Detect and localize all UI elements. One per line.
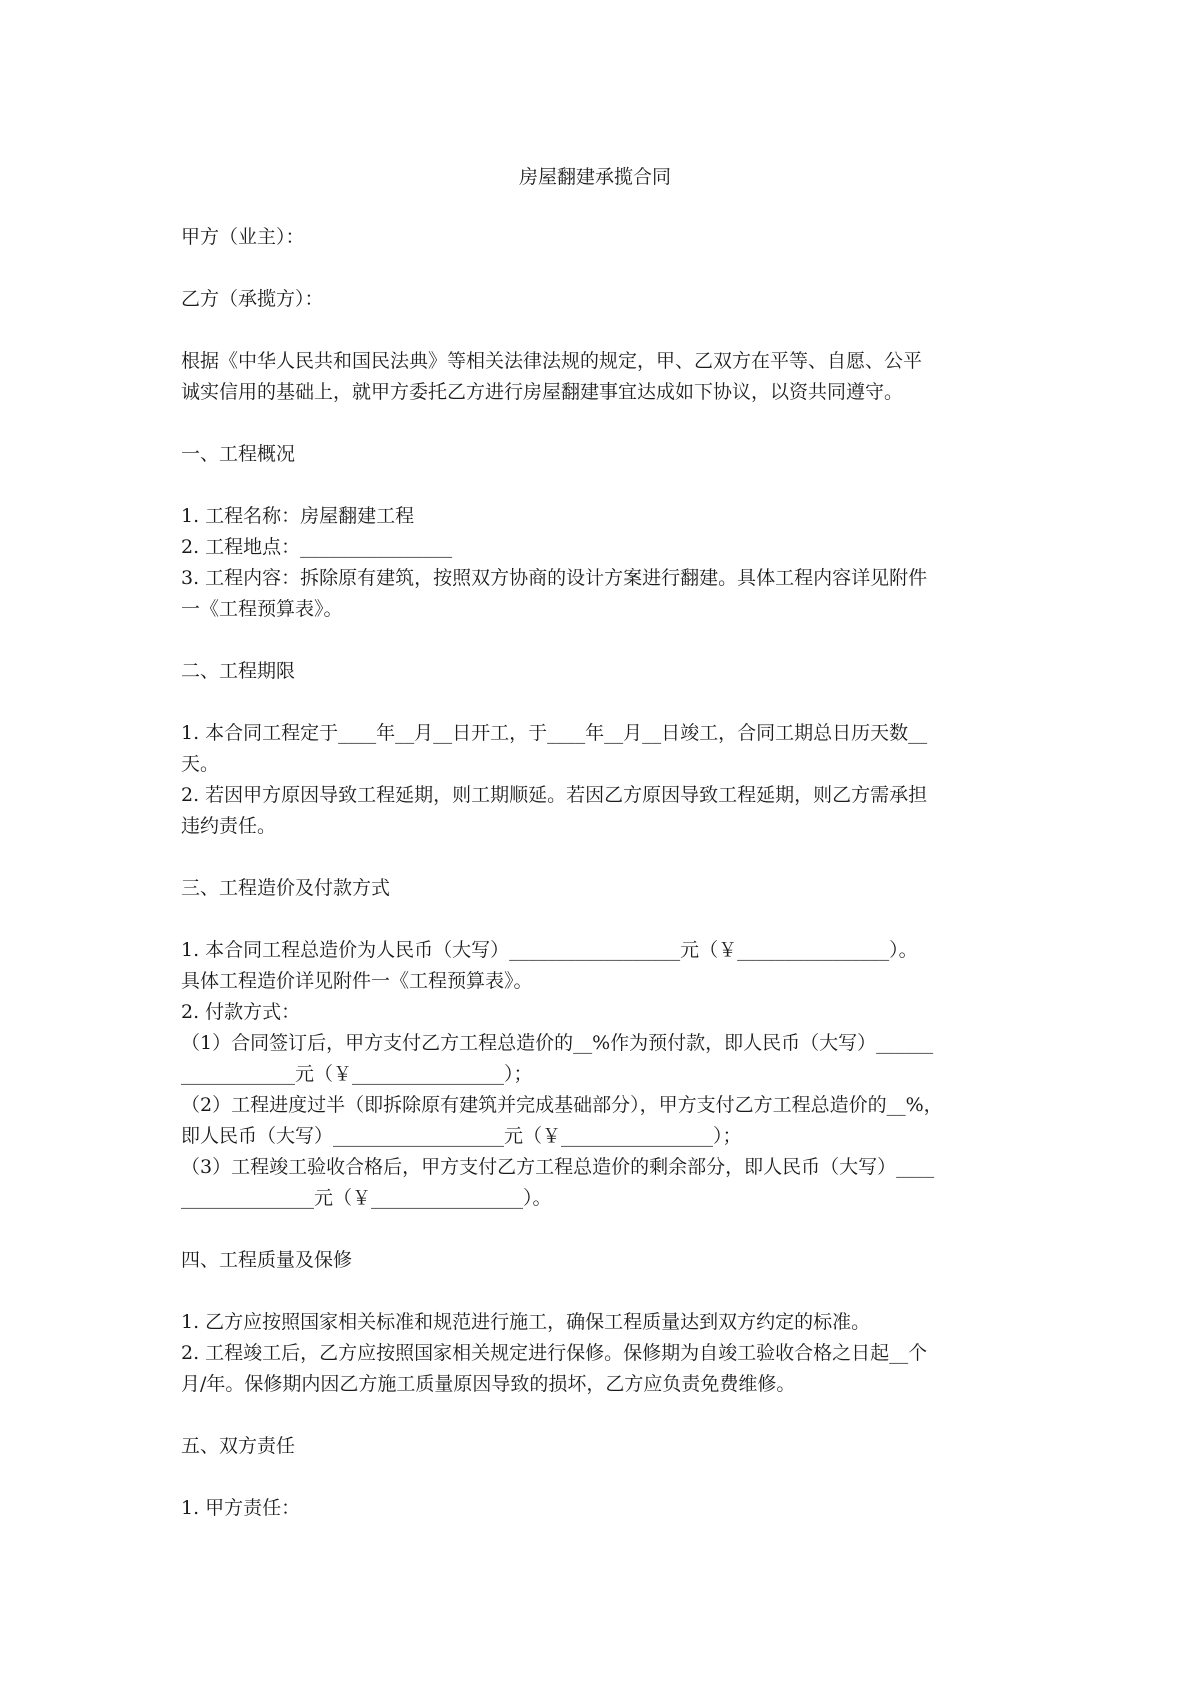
payment-line: ____________元（￥________________）； — [181, 1063, 533, 1085]
clause-line: 违约责任。 — [181, 815, 277, 837]
clause-line: 一《工程预算表》。 — [181, 598, 343, 620]
clause-line: 2. 若因甲方原因导致工程延期，则工期顺延。若因乙方原因导致工程延期，则乙方需承担 — [181, 784, 928, 806]
payment-line: （1）合同签订后，甲方支付乙方工程总造价的__%作为预付款，即人民币（大写）______ — [181, 1032, 934, 1054]
document-body — [181, 222, 1021, 1524]
party-b-line: 乙方（承揽方）： — [181, 288, 324, 310]
clause-line: 1. 甲方责任： — [181, 1497, 301, 1519]
clause-line: 2. 付款方式： — [181, 1001, 301, 1023]
preamble-line: 根据《中华人民共和国民法典》等相关法律法规的规定，甲、乙双方在平等、自愿、公平 — [181, 350, 923, 372]
clause-line: 1. 本合同工程总造价为人民币（大写）__________________元（￥________________）。 — [181, 939, 918, 961]
clause-line: 具体工程造价详见附件一《工程预算表》。 — [181, 970, 533, 992]
section-heading-5: 五、双方责任 — [181, 1435, 296, 1457]
clause-line: 天。 — [181, 753, 220, 775]
payment-line: 即人民币（大写）__________________元（￥________________）； — [181, 1125, 742, 1147]
payment-line: （3）工程竣工验收合格后，甲方支付乙方工程总造价的剩余部分，即人民币（大写）____ — [181, 1156, 935, 1178]
section-heading-1: 一、工程概况 — [181, 443, 296, 465]
section-heading-3: 三、工程造价及付款方式 — [181, 877, 391, 899]
payment-line: ______________元（￥________________）。 — [181, 1187, 552, 1209]
section-heading-2: 二、工程期限 — [181, 660, 296, 682]
clause-line: 月/年。保修期内因乙方施工质量原因导致的损坏，乙方应负责免费维修。 — [181, 1373, 796, 1395]
clause-line: 1. 本合同工程定于____年__月__日开工，于____年__月__日竣工，合同工期总日历天数__ — [181, 722, 928, 744]
clause-line: 2. 工程地点：________________ — [181, 536, 453, 558]
clause-line: 1. 工程名称：房屋翻建工程 — [181, 505, 415, 527]
document-title: 房屋翻建承揽合同 — [518, 166, 671, 188]
payment-line: （2）工程进度过半（即拆除原有建筑并完成基础部分），甲方支付乙方工程总造价的__%， — [181, 1094, 943, 1116]
clause-line: 1. 乙方应按照国家相关标准和规范进行施工，确保工程质量达到双方约定的标准。 — [181, 1311, 871, 1333]
clause-line: 3. 工程内容：拆除原有建筑，按照双方协商的设计方案进行翻建。具体工程内容详见附件 — [181, 567, 928, 589]
preamble-line: 诚实信用的基础上，就甲方委托乙方进行房屋翻建事宜达成如下协议，以资共同遵守。 — [181, 381, 904, 403]
section-heading-4: 四、工程质量及保修 — [181, 1249, 353, 1271]
clause-line: 2. 工程竣工后，乙方应按照国家相关规定进行保修。保修期为自竣工验收合格之日起__个 — [181, 1342, 928, 1364]
party-a-line: 甲方（业主）： — [181, 226, 305, 248]
